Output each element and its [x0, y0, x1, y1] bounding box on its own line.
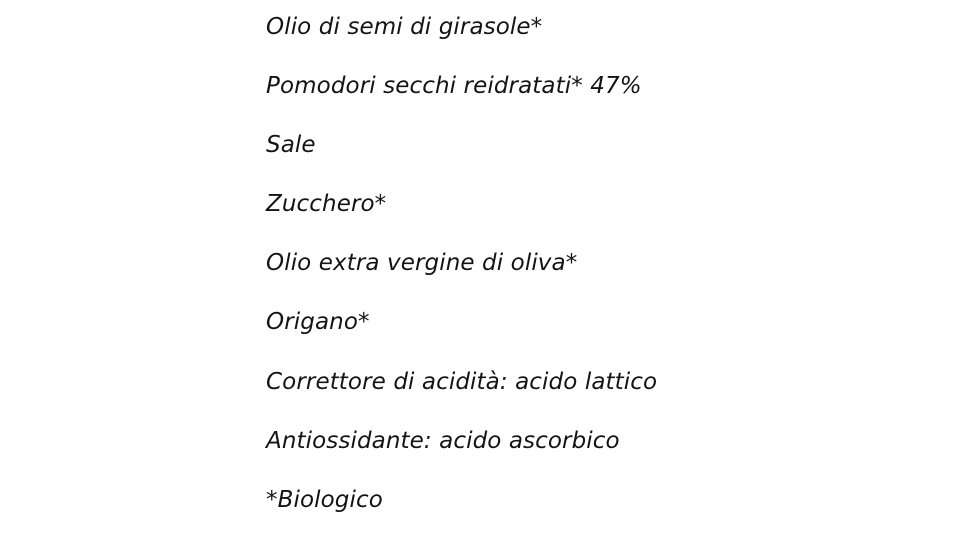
ingredient-dried-tomatoes: Pomodori secchi reidratati* 47% — [266, 73, 642, 99]
ingredient-antioxidant: Antiossidante: acido ascorbico — [266, 428, 620, 454]
ingredient-sunflower-oil: Olio di semi di girasole* — [266, 14, 543, 40]
ingredient-olive-oil: Olio extra vergine di oliva* — [266, 250, 578, 276]
ingredient-oregano: Origano* — [266, 309, 370, 335]
ingredient-acidity-regulator: Correttore di acidità: acido lattico — [266, 369, 658, 395]
organic-footnote: *Biologico — [266, 487, 383, 513]
ingredient-sugar: Zucchero* — [266, 191, 387, 217]
ingredient-salt: Sale — [266, 132, 316, 158]
